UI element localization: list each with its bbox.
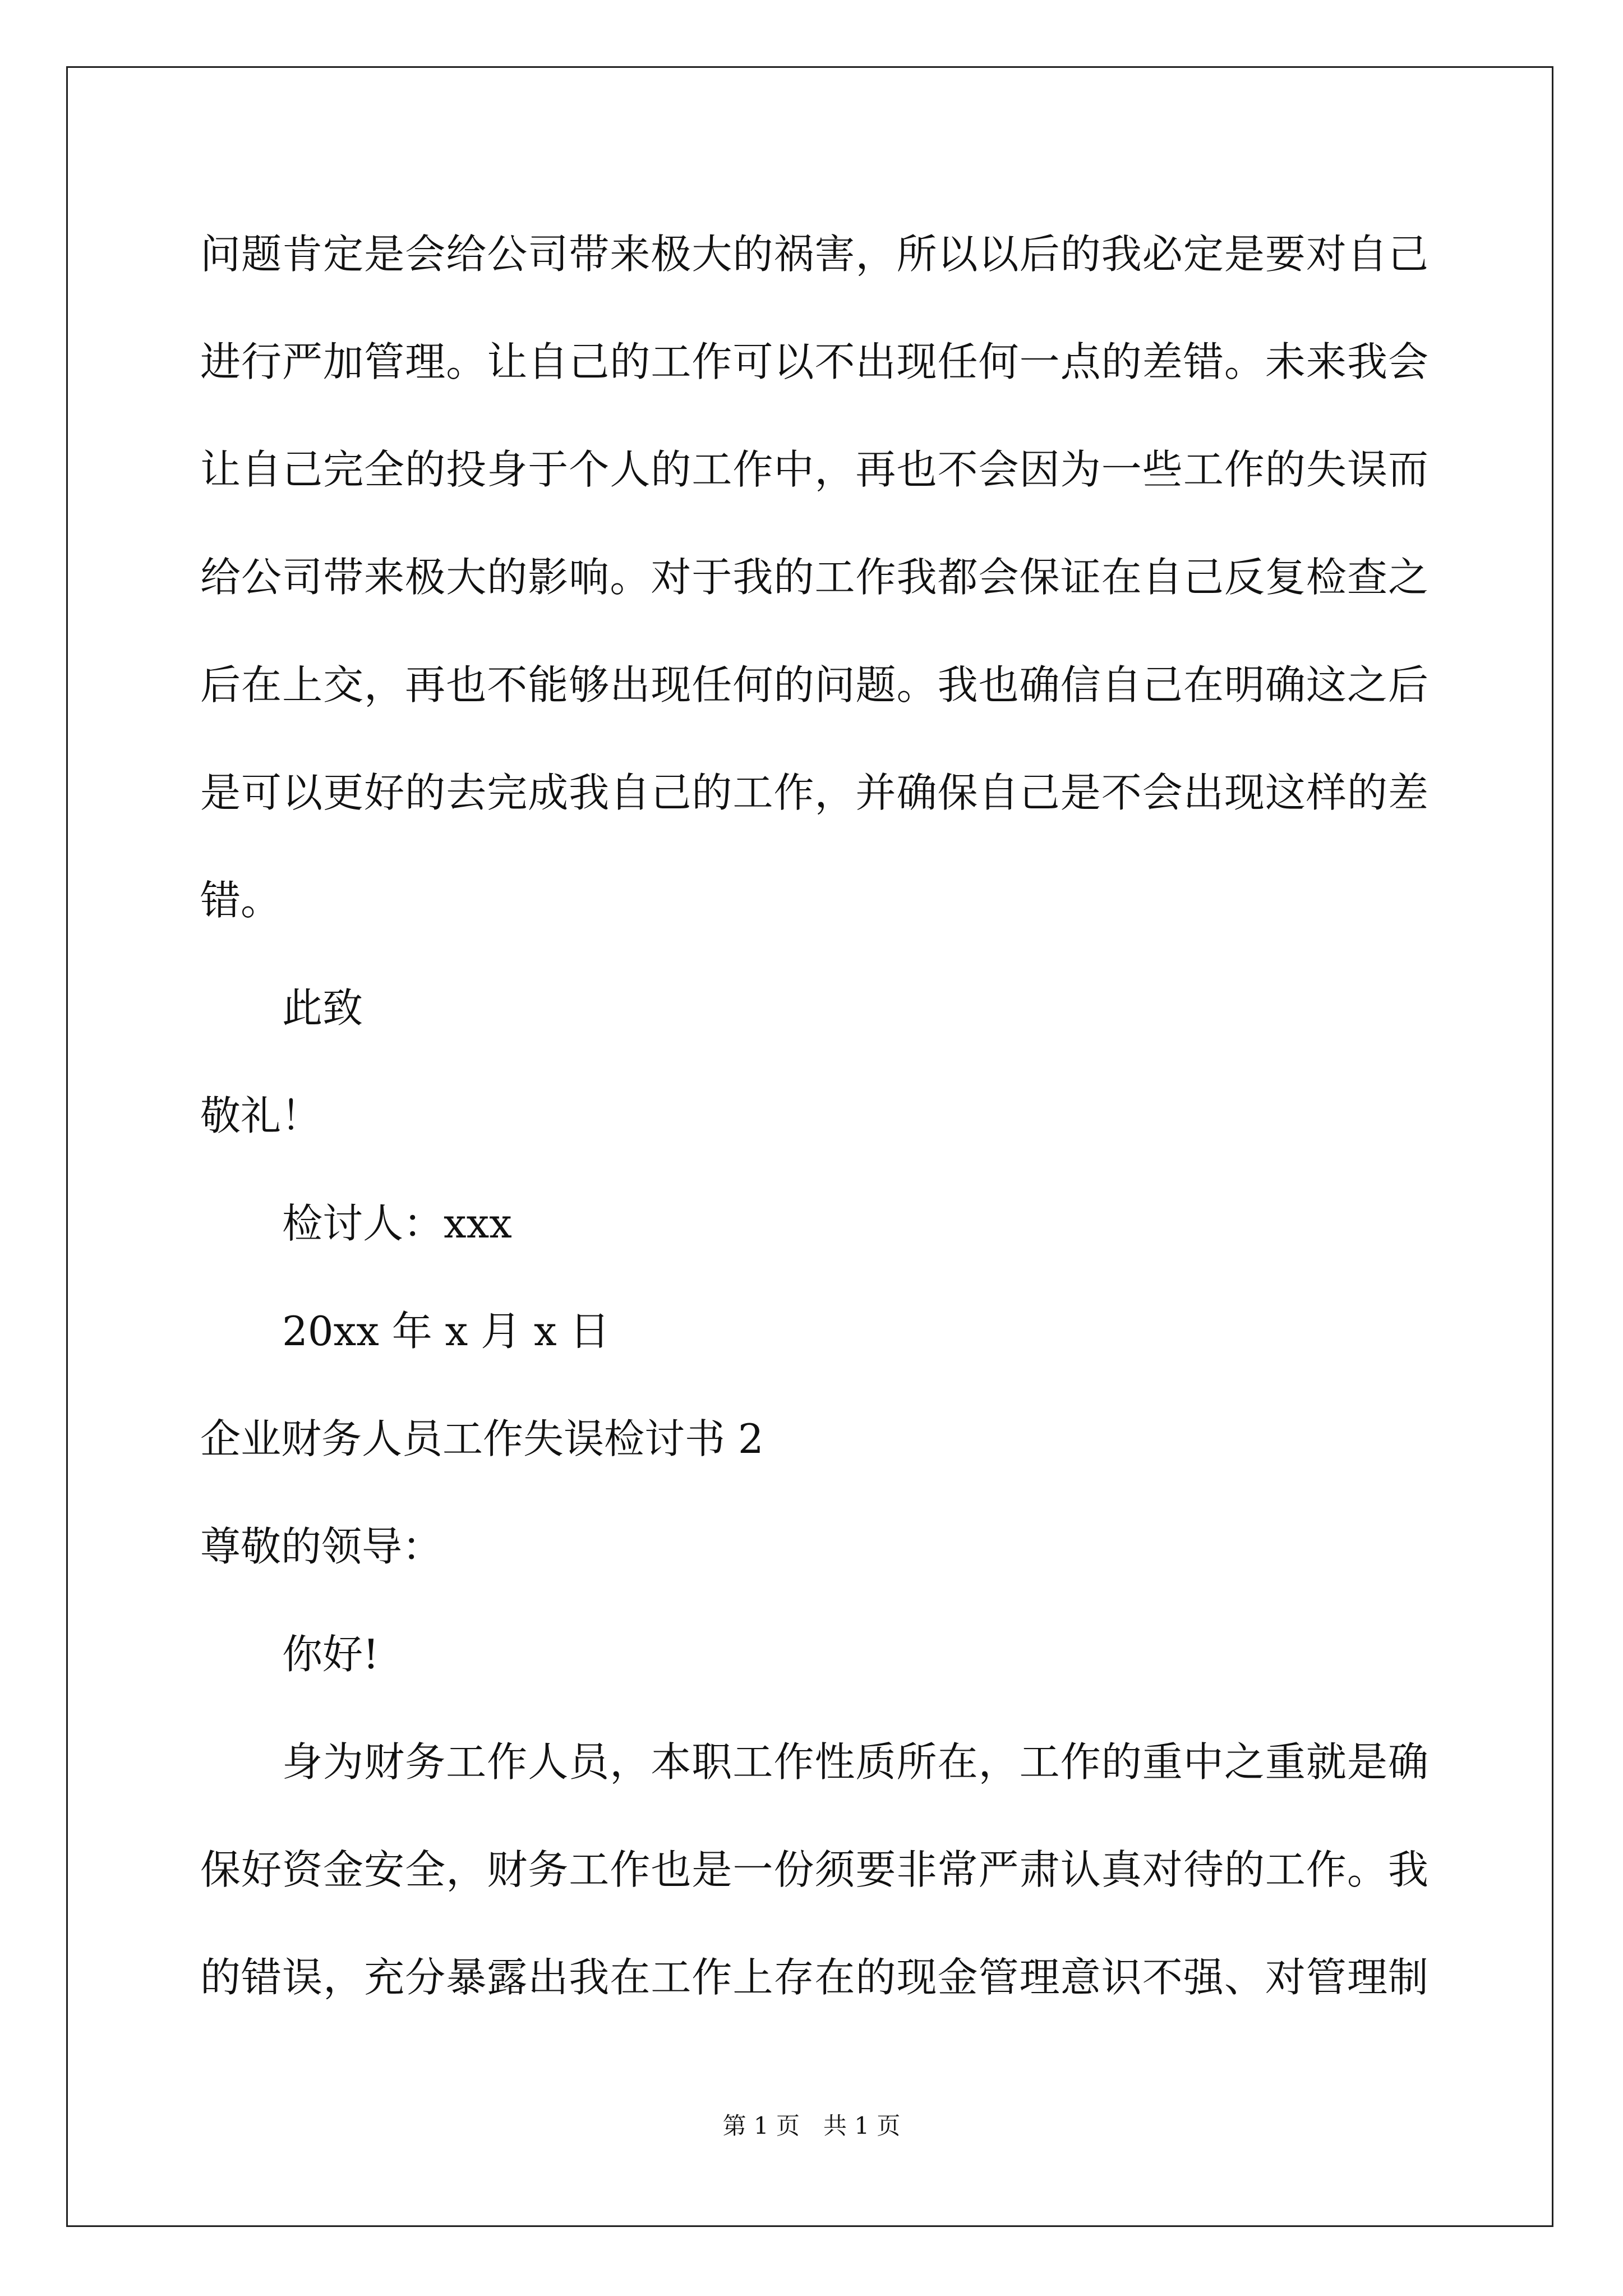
signature-line: 检讨人：xxx (282, 1200, 512, 1247)
paragraph-line: 的错误，充分暴露出我在工作上存在的现金管理意识不强、对管理制 (200, 1954, 1428, 2001)
paragraph-line: 身为财务工作人员，本职工作性质所在，工作的重中之重就是确 (282, 1738, 1428, 1786)
paragraph-line: 保好资金安全，财务工作也是一份须要非常严肃认真对待的工作。我 (200, 1846, 1428, 1893)
paragraph-line: 进行严加管理。让自己的工作可以不出现任何一点的差错。未来我会 (200, 338, 1428, 385)
date-line: 20xx 年 x 月 x 日 (282, 1308, 610, 1355)
paragraph-line: 错。 (200, 877, 282, 924)
paragraph-line: 问题肯定是会给公司带来极大的祸害，所以以后的我必定是要对自己 (200, 231, 1428, 278)
page-footer: 第 1 页 共 1 页 (722, 2112, 901, 2139)
closing-regards: 敬礼！ (200, 1092, 322, 1139)
closing-salutation: 此致 (282, 984, 363, 1032)
paragraph-line: 后在上交，再也不能够出现任何的问题。我也确信自己在明确这之后 (200, 661, 1428, 708)
paragraph-line: 让自己完全的投身于个人的工作中，再也不会因为一些工作的失误而 (200, 446, 1428, 493)
paragraph-line: 是可以更好的去完成我自己的工作，并确保自己是不会出现这样的差 (200, 769, 1428, 816)
paragraph-line: 给公司带来极大的影响。对于我的工作我都会保证在自己反复检查之 (200, 554, 1428, 601)
greeting-addressee: 尊敬的领导： (200, 1523, 443, 1570)
greeting-line: 你好! (282, 1631, 379, 1678)
section-title: 企业财务人员工作失误检讨书 2 (200, 1415, 764, 1462)
